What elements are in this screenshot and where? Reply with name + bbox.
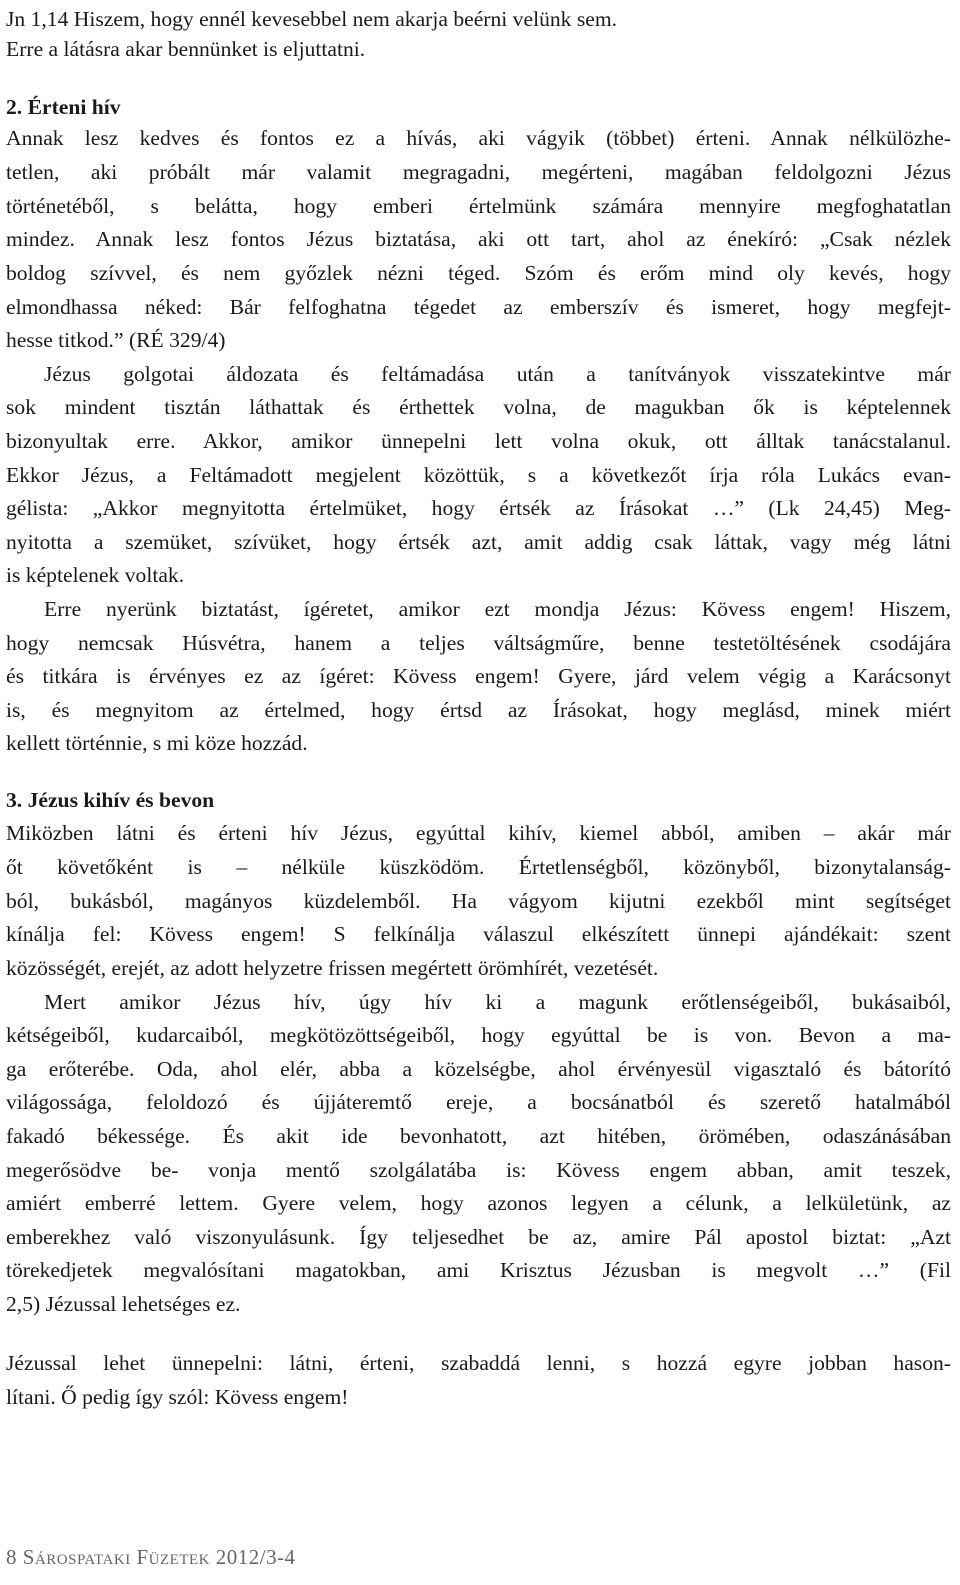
text-line: nyitotta a szemüket, szívüket, hogy értsék azt, amit addig csak láttak, vagy még látni — [6, 530, 951, 554]
text-line: ból, bukásból, magányos küzdelemből. Ha vágyom kijutni ezekből mint segítséget — [6, 889, 951, 913]
text-line: emberekhez való viszonyulásunk. Így teljesedhet be az, amire Pál apostol biztat: „Azt — [6, 1225, 951, 1249]
text-line: Annak lesz kedves és fontos ez a hívás, aki vágyik (többet) érteni. Annak nélkülözhe- — [6, 126, 951, 150]
text-line: kétségeiből, kudarcaiból, megkötözöttségeiből, hogy egyúttal be is von. Bevon a ma- — [6, 1023, 951, 1047]
text-line: ga erőterébe. Oda, ahol elér, abba a közelségbe, ahol érvényesül vigasztaló és bátorító — [6, 1057, 951, 1081]
text-line: kínálja fel: Kövess engem! S felkínálja válaszul elkészített ünnepi ajándékait: szent — [6, 922, 951, 946]
text-line: és titkára is érvényes ez az ígéret: Kövess engem! Gyere, járd velem végig a Karácsonyt — [6, 664, 951, 688]
text-line: gélista: „Akkor megnyitotta értelmüket, hogy értsék az Írásokat …” (Lk 24,45) Meg- — [6, 496, 951, 520]
text-line: lítani. Ő pedig így szól: Kövess engem! — [6, 1385, 349, 1409]
text-line: közösségét, erejét, az adott helyzetre frissen megértett örömhírét, vezetését. — [6, 956, 659, 980]
text-line: Miközben látni és érteni hív Jézus, egyúttal kihív, kiemel abból, amiben – akár már — [6, 821, 951, 845]
text-line: fakadó békessége. És akit ide bevonhatott, azt hitében, örömében, odaszánásában — [6, 1124, 951, 1148]
section-heading: 2. Érteni hív — [6, 95, 121, 119]
text-line: bizonyultak erre. Akkor, amikor ünnepelni lett volna okuk, ott álltak tanácstalanul. — [6, 429, 951, 453]
text-line: történetéből, s belátta, hogy emberi értelmünk számára mennyire megfoghatatlan — [6, 194, 951, 218]
text-line: mindez. Annak lesz fontos Jézus biztatása, aki ott tart, ahol az énekíró: „Csak nézlek — [6, 227, 951, 251]
text-line: kellett történnie, s mi köze hozzád. — [6, 731, 308, 755]
text-line: is, és megnyitom az értelmed, hogy értsd az Írásokat, hogy meglásd, minek miért — [6, 698, 951, 722]
text-line: hogy nemcsak Húsvétra, hanem a teljes váltságműre, benne testetöltésének csodájára — [6, 631, 951, 655]
text-line: Jn 1,14 Hiszem, hogy ennél kevesebbel nem akarja beérni velünk sem. — [6, 7, 618, 31]
text-line: megerősödve be- vonja mentő szolgálatába is: Kövess engem abban, amit teszek, — [6, 1158, 951, 1182]
text-line: 2,5) Jézussal lehetséges ez. — [6, 1292, 241, 1316]
text-line: tetlen, aki próbált már valamit megragadni, megérteni, magában feldolgozni Jézus — [6, 160, 951, 184]
text-line: hesse titkod.” (RÉ 329/4) — [6, 328, 226, 352]
text-line: Jézus golgotai áldozata és feltámadása után a tanítványok visszatekintve már — [44, 362, 951, 386]
text-line: amiért emberré lettem. Gyere velem, hogy azonos legyen a célunk, a lelkületünk, az — [6, 1191, 951, 1215]
text-line: Jézussal lehet ünnepelni: látni, érteni, szabaddá lenni, s hozzá egyre jobban hason- — [6, 1351, 951, 1375]
text-line: is képtelenek voltak. — [6, 563, 185, 587]
text-line: Erre nyerünk biztatást, ígéretet, amikor ezt mondja Jézus: Kövess engem! Hiszem, — [44, 597, 951, 621]
text-line: Mert amikor Jézus hív, úgy hív ki a magunk erőtlenségeiből, bukásaiból, — [44, 990, 951, 1014]
text-line: Erre a látásra akar bennünket is eljuttatni. — [6, 37, 366, 61]
issue-number: 2012/3-4 — [215, 1545, 296, 1569]
text-line: sok mindent tisztán láthattak és érthettek volna, de magukban ők is képtelennek — [6, 395, 951, 419]
text-line: Ekkor Jézus, a Feltámadott megjelent közöttük, s a következőt írja róla Lukács evan- — [6, 463, 951, 487]
text-line: elmondhassa néked: Bár felfoghatna tégedet az emberszív és ismeret, hogy megfejt- — [6, 295, 951, 319]
journal-name: Sárospataki Füzetek — [22, 1545, 210, 1569]
page-footer — [6, 1545, 296, 1570]
text-line: világossága, feloldozó és újjáteremtő ereje, a bocsánatból és szerető hatalmából — [6, 1090, 951, 1114]
text-line: boldog szívvel, és nem győzlek nézni téged. Szóm és erőm mind oly kevés, hogy — [6, 261, 951, 285]
text-line: törekedjetek megvalósítani magatokban, ami Krisztus Jézusban is megvolt …” (Fil — [6, 1258, 951, 1282]
section-heading: 3. Jézus kihív és bevon — [6, 788, 215, 812]
page-number: 8 — [6, 1545, 17, 1569]
text-line: őt követőként is – nélküle küszködöm. Értetlenségből, közönyből, bizonytalanság- — [6, 855, 951, 879]
